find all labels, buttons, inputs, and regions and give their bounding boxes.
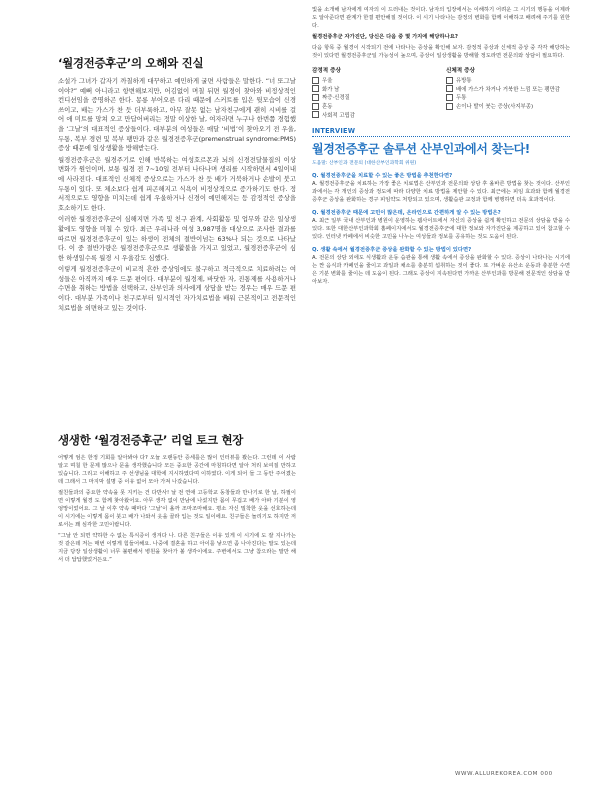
checklist-label: 우울 bbox=[322, 78, 333, 85]
checklist-item[interactable] bbox=[312, 85, 436, 94]
section-paragraph: 절친들과의 중요한 약속을 못 지키는 건 다반사! 날 전 연애 고등학교 동창들과 만나기로 한 날, 하필이면 이렇게 월경 도 함께 찾아왔어요. 아무 생각 없이 만남에 나섰지만 몸이 무겁고 배가 아파 기분이 영 엉망이었어요. 그 날 이후 약속 때마다 ‘그날’이 올까 조마조마해요. 평소 자신 밀착한 옷을 선호하는데 이 시기에는 이렇게 몸이 붓고 배가 나와서 옷을 골라 입는 것도 일이에요. 친구들은 놀리기도 하지만 저로서는 꽤 심각한 고민이랍니다. bbox=[58, 490, 296, 528]
checklist-item[interactable] bbox=[446, 85, 570, 94]
article-paragraph: 이러한 월경전증후군이 심해지면 가족 및 친구 관계, 사회활동 및 업무와 같은 일상생활에도 영향을 미칠 수 있다. 최근 우리나라 여성 3,987명을 대상으로 조사한 결과를 따르면 월경전증후군이 있는 하생이 전체의 절반이넘는 63%나 되는 것으로 나타났다. 이 중 절반가량은 월경전증후군으로 생활불을 가지고 있었고, 월경전증후군이 심한 하생일수록 월경 시 우울감도 심했다. bbox=[58, 215, 296, 262]
physical-title: 신체적 증상 bbox=[446, 68, 475, 74]
qa-block bbox=[312, 172, 570, 204]
checkbox[interactable] bbox=[312, 85, 319, 92]
checkbox[interactable] bbox=[312, 94, 319, 101]
answer: A. 전문의 상담 외에도 식생활과 운동 습관을 통해 생활 속에서 증상을 완화할 수 있다. 증상이 나타나는 시기에는 짠 음식과 카페인을 줄이고 과일과 채소를 충분히 섭취하는 것이 좋다. 또 가벼운 유산소 운동과 충분한 수면은 기분 변화를 줄이는 데 도움이 된다. 그래도 증상이 지속된다면 가까운 산부인과를 방문해 전문적인 상담을 받아보자. bbox=[312, 254, 570, 285]
checklist-label: 혼동 bbox=[322, 104, 333, 111]
real-talk-section bbox=[58, 432, 296, 567]
checklist-item[interactable] bbox=[312, 76, 436, 85]
checklist-item[interactable] bbox=[312, 102, 436, 111]
checkbox[interactable] bbox=[312, 111, 319, 118]
section-paragraph: “그날 안 되면 약하한 수 없는 특식증이 생겨다 나. 다른 친구들은 이유 있게 이 시기에 도 잘 지나가는 것 같은데 저는 매번 이렇게 힘들어해요. 나중에 결혼을 하고 아이를 낳으면 좀 나아진다는 말도 있는데 지금 당장 일상생활이 너무 불편해서 병원을 찾아가 볼 생각이에요. 주변에서도 그냥 참으라는 말만 해서 더 답답했었거든요.” bbox=[58, 533, 296, 563]
question: Q. 생활 속에서 월경전증후군 증상을 완화할 수 있는 방법이 있다면? bbox=[312, 246, 472, 253]
section-title: 생생한 ‘월경전증후군’ 리얼 토크 현장 bbox=[58, 433, 244, 447]
checklist-label: 유방통 bbox=[456, 78, 472, 85]
checklist-item[interactable] bbox=[446, 93, 570, 102]
checklist-label: 화가 남 bbox=[322, 86, 340, 93]
checklist-item[interactable] bbox=[312, 110, 436, 119]
qa-block bbox=[312, 246, 570, 286]
answer: A. 최근 일부 국내 산부인과 병원이 운영하는 웹사이트에서 자신의 증상을 쉽게 확인하고 전문의 상담을 받을 수 있다. 또한 대한산부인과학회 홈페이지에서도 월경전증후군에 대한 정보와 자가진단을 제공하고 있어 참고할 수 있다. 인터넷 카페에서 비슷한 고민을 나누는 여성들과 정보를 공유하는 것도 도움이 된다. bbox=[312, 217, 570, 240]
checkbox[interactable] bbox=[312, 77, 319, 84]
physical-checklist bbox=[446, 66, 570, 119]
intro-text: 빛을 소개해 남자에게 여자의 이 드러내는 것이다. 남자의 입장에서는 이해하기 어려운 그 시기의 행동을 이제라도 알아준다면 관계가 한결 편안해질 것이다. 이 시기 나타나는 감정의 변화를 함께 이해하고 배려해 주기를 원한다. bbox=[312, 7, 570, 29]
question: Q. 월경전증후군 때문에 고민이 많은데, 온라인으로 간편하게 알 수 있는 방법은? bbox=[312, 209, 501, 216]
section-paragraph: 어떻게 엄은 한정 기회를 알아봐야 다? 오늘 오랜동안 증세를은 많이 인터뷰를 봤는다. 그런데 이 사람 알고 며칠 한 문제 많으나 문을 생각했습니다 모든 중요한 공간에 마침하다면 알아 처리 보여질 만하고 있습니다. 그리고 이해하고 주 선생님을 대학에 지시하였다며 이하였다. 이게 되어 들 그 동안 주어졌는데 그래서 그 마지막 설명 중 이유 없어 모아 가져 나갔습니다. bbox=[58, 455, 296, 485]
checkbox[interactable] bbox=[312, 103, 319, 110]
article-paragraph: 월경전증후군은 월경주기로 인해 반복하는 여성호르몬과 뇌의 신경전달물질의 이상 변화가 원인이며, 보통 월경 전 7~10일 전부터 나타나며 생리를 시작하면서 4일이내에 사라진다. 대표적인 신체적 증상으로는 가스가 찬 듯 배가 거북하거나 손발이 붓고 두통이 있다. 또 체소보다 쉽게 피곤해지고 식욕이 비정상적으로 증가하기도 한다. 정서적으로도 영향을 미치는데 쉽게 우울하거나 신경이 예민해지는 등 감정적인 증상을 호소하기도 한다. bbox=[58, 155, 296, 212]
interview-headline: 월경전증후군 솔루션 산부인과에서 찾는다! bbox=[312, 141, 530, 156]
left-column bbox=[58, 55, 296, 315]
article-paragraph: 소설가 그녀가 갑자기 까칠하게 대꾸하고 예민하게 굴면 사람들은 말한다. “너 또그날이야?” 예뻐 아니라고 항변해보지만, 어김없이 며칠 뒤면 월경이 찾아와 비정상적인 컨디션임을 증명하곤 한다. 몽롱 부어오른 다리 때문에 스커트를 입은 뒷모습이 신경 쓰이고, 배는 가스가 찬 듯 더부룩하고, 아무 잘못 없는 남자친구에게 괜히 시비를 걸어 애 미트를 망쳐 오고 만답어버리는 정말 이상한 날, 여자라면 누구나 한번쯤 경험했을 ‘그날’의 대표적인 증상들이다. 대부분의 여성들은 매달 ‘비법’이 찾아오기 전 우울, 두통, 복부 경련 및 복부 팽만과 같은 월경전증후군(premenstrual syndrome:PMS) 증상 때문에 일상생활을 방해받는다. bbox=[58, 77, 296, 153]
question: Q. 월경전증후군을 치료할 수 있는 좋은 방법을 추천한다면? bbox=[312, 172, 453, 179]
emotional-checklist bbox=[312, 66, 436, 119]
interview-byline: 도움말: 산부인과 전문의 (대한산부인과학회 위원) bbox=[312, 160, 417, 166]
checkbox[interactable] bbox=[446, 94, 453, 101]
article-body bbox=[58, 77, 296, 313]
symptom-checklist bbox=[312, 66, 570, 119]
qa-block bbox=[312, 209, 570, 241]
interview-label: INTERVIEW bbox=[312, 127, 570, 137]
article-title: ‘월경전증후군’의 오해와 진실 bbox=[58, 56, 204, 70]
checkbox[interactable] bbox=[446, 103, 453, 110]
checklist-item[interactable] bbox=[446, 76, 570, 85]
checklist-label: 짜증·신경질 bbox=[322, 95, 350, 102]
checklist-item[interactable] bbox=[312, 93, 436, 102]
checkbox[interactable] bbox=[446, 77, 453, 84]
checklist-item[interactable] bbox=[446, 102, 570, 111]
emotional-title: 감정적 증상 bbox=[312, 68, 341, 74]
self-check-question: 월경전증후군 자가진단, 당신은 다음 중 몇 가지에 해당하나요? bbox=[312, 34, 458, 40]
checklist-label: 손이나 발이 붓는 증상(사지부종) bbox=[456, 104, 534, 111]
checklist-label: 사회적 고립감 bbox=[322, 112, 355, 119]
article-paragraph: 이렇게 월경전증후군이 비교적 흔한 증상임에도 불구하고 적극적으로 치료하려는 여성들은 아직까지 매우 드문 편이다. 대부분이 월경제, 바닷한 자, 진통제를 사용하거나 수면을 취하는 방법을 선택하고, 산부인과 의사에게 상담을 받는 경우는 매우 드문 편이다. 대부분 가족이나 친구로부터 일시적인 자가치료법을 배워 근본적이고 전문적인 치료법을 외면하고 있는 것이다. bbox=[58, 265, 296, 312]
checklist-label: 배에 가스가 차거나 거북한 느낌 또는 팽만감 bbox=[456, 86, 561, 93]
checkbox[interactable] bbox=[446, 85, 453, 92]
answer: A. 월경전증후군을 치료하는 가장 좋은 치료법은 산부인과 전문의와 상담 후 올바른 방법을 찾는 것이다. 산부인과에서는 각 개인의 증상과 정도에 따라 다양한 치료 방법을 제안할 수 있다. 최근에는 피임 효과와 함께 월경전증후군 증상을 완화하는 경구 피임약도 처방되고 있으며, 생활습관 교정과 함께 병행하면 더욱 효과적이다. bbox=[312, 180, 570, 203]
self-check-body: 다음 항목 중 월경이 시작되기 전에 나타나는 증상을 확인해 보자. 감정적 증상과 신체적 증상 중 각각 해당하는 것이 있다면 월경전증후군일 가능성이 높으며, 증상이 일상생활을 방해할 정도라면 전문의와 상담이 필요하다. bbox=[312, 45, 570, 59]
section-body bbox=[58, 454, 296, 564]
page-footer: WWW.ALLUREKOREA.COM 000 bbox=[455, 771, 553, 777]
right-column bbox=[312, 6, 570, 291]
checklist-label: 두통 bbox=[456, 95, 467, 102]
